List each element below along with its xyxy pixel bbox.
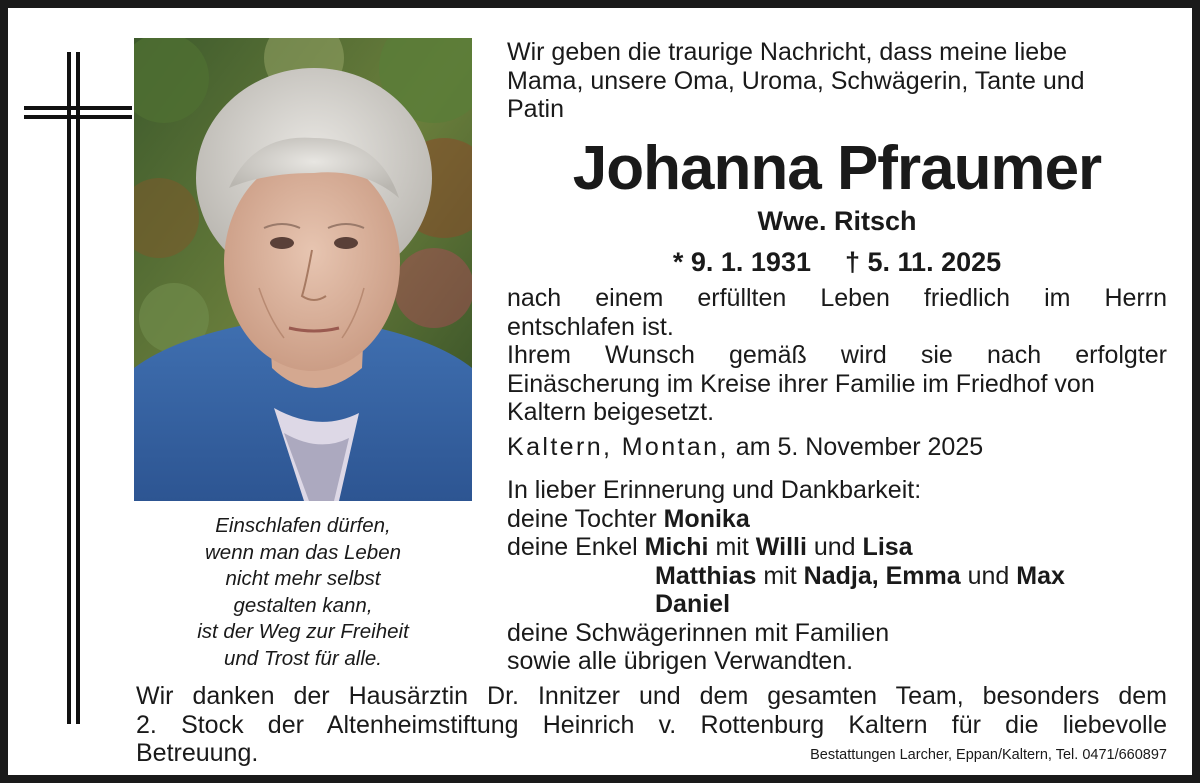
deceased-name: Johanna Pfraumer	[572, 134, 1102, 203]
thanks-line: 2. Stock der Altenheimstiftung Heinrich v. Rottenburg Kaltern für die liebevolle	[136, 710, 1167, 739]
mourner-line-sisters-in-law: deine Schwägerinnen mit Familien	[507, 618, 890, 647]
announcement-intro	[507, 38, 1167, 124]
body-line: Kaltern beigesetzt.	[507, 398, 715, 426]
mourner-line-daughter: deine Tochter Monika	[507, 504, 750, 533]
mourners-heading: In lieber Erinnerung und Dankbarkeit:	[507, 476, 922, 504]
body-line: Einäscherung im Kreise ihrer Familie im Friedhof von	[507, 369, 1095, 398]
memorial-verse	[134, 513, 472, 673]
body-line: entschlafen ist.	[507, 312, 674, 341]
verse-line: und Trost für alle.	[224, 646, 382, 670]
portrait-photo	[134, 38, 472, 501]
cross-horizontal-bar-bottom	[24, 115, 132, 119]
mourner-line-relatives: sowie alle übrigen Verwandten.	[507, 647, 854, 675]
mourner-line-grandchildren: deine Enkel Michi mit Willi und Lisa	[507, 533, 913, 561]
place-names: Kaltern, Montan,	[507, 432, 729, 461]
cross-vertical-bar-left	[67, 52, 71, 724]
widow-of-name: Wwe. Ritsch	[757, 206, 917, 236]
cross-horizontal-bar-top	[24, 106, 132, 110]
verse-line: Einschlafen dürfen,	[215, 514, 391, 537]
intro-line: Wir geben die traurige Nachricht, dass meine liebe	[507, 38, 1067, 66]
body-line: Ihrem Wunsch gemäß wird sie nach erfolgter	[507, 341, 1167, 369]
verse-line: nicht mehr selbst	[225, 567, 381, 591]
verse-line: ist der Weg zur Freiheit	[197, 620, 409, 644]
body-line: nach einem erfüllten Leben friedlich im Herrn	[507, 284, 1167, 312]
intro-line: Mama, unsere Oma, Uroma, Schwägerin, Tante und	[507, 66, 1085, 95]
funeral-home-contact: Bestattungen Larcher, Eppan/Kaltern, Tel. 0471/660897	[810, 747, 1167, 763]
mourner-line-grandchild-2: Matthias mit Nadja, Emma und Max	[655, 561, 1065, 590]
announcement-body	[507, 284, 1167, 461]
daughter-name: Monika	[663, 504, 750, 533]
verse-line: gestalten kann,	[233, 593, 373, 617]
intro-line: Patin	[507, 95, 564, 123]
place-date-line	[507, 433, 1167, 462]
death-date: † 5. 11. 2025	[844, 247, 1002, 277]
mourner-line-grandchild-3: Daniel	[655, 590, 731, 618]
verse-line: wenn man das Leben	[204, 540, 402, 564]
life-dates	[507, 245, 1167, 279]
thanks-line: Wir danken der Hausärztin Dr. Innitzer und dem gesamten Team, besonders dem	[136, 682, 1167, 710]
cross-vertical-bar-right	[76, 52, 80, 724]
birth-date: * 9. 1. 1931	[672, 247, 811, 277]
mourners-list	[507, 476, 1167, 676]
cross-center-gap	[71, 110, 76, 115]
announcement-date: am 5. November 2025	[735, 432, 984, 461]
thanks-line: Betreuung.	[136, 739, 259, 767]
